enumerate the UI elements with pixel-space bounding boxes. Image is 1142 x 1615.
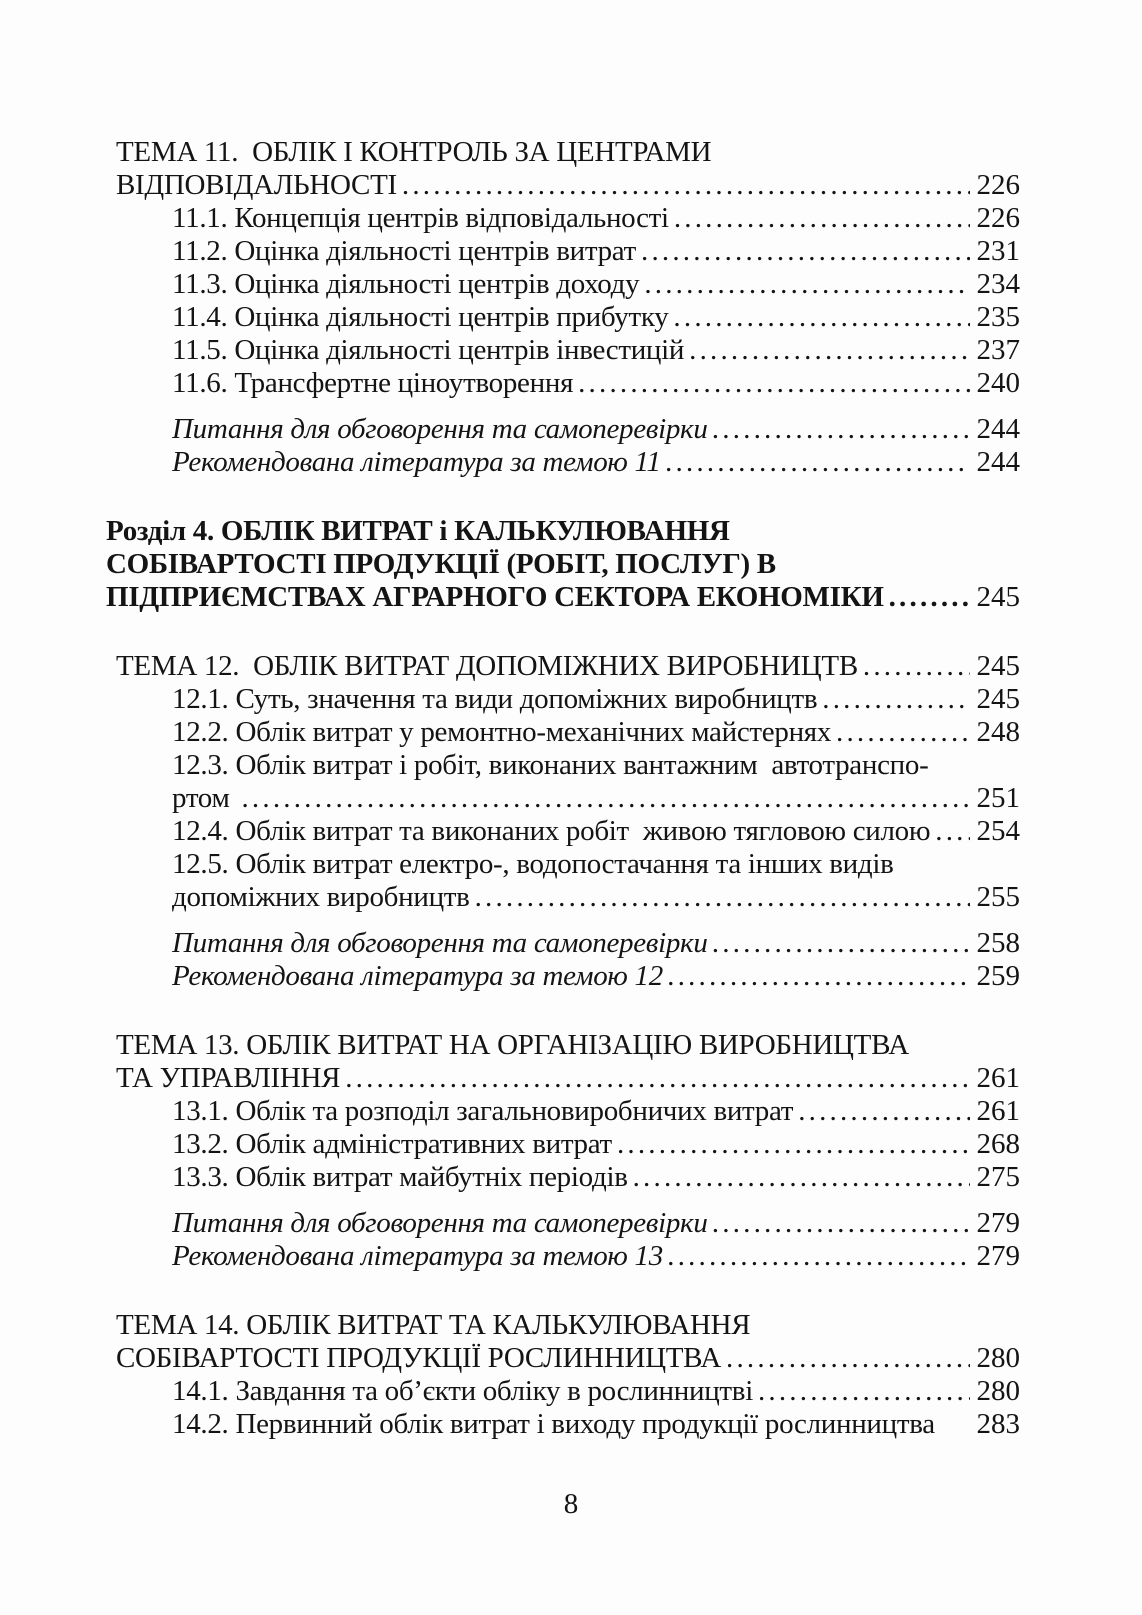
toc-entry [172,960,1020,993]
table-of-contents [106,136,1020,1441]
toc-row [172,367,1020,400]
page-footer [0,1488,1142,1521]
toc-entry-text: 11.5. Оцінка діяльності центрів інвестицій [172,334,685,366]
toc-entry [172,413,1020,446]
toc-entry-text: ВІДПОВІДАЛЬНОСТІ [116,169,397,201]
leader-dots [726,1342,969,1375]
toc-row [172,960,1020,993]
toc-row [116,1062,1020,1095]
toc-entry [172,446,1020,479]
toc-entry [172,749,1020,815]
toc-entry-text: Рекомендована література за темою 11 [172,446,661,478]
toc-page-number: 261 [976,1095,1020,1127]
toc-entry-text: 14.2. Первинний облік витрат і виходу продукції рослинництва [172,1408,935,1440]
toc-entry-text: 11.2. Оцінка діяльності центрів витрат [172,235,636,267]
toc-entry-text: Розділ 4. ОБЛІК ВИТРАТ і КАЛЬКУЛЮВАННЯ [106,515,730,547]
toc-entry [172,848,1020,914]
leader-dots [713,1207,970,1240]
toc-entry [172,1128,1020,1161]
toc-page-number: 248 [976,716,1020,748]
toc-entry-text: 12.5. Облік витрат електро-, водопостачання та інших видів [172,848,894,880]
toc-page-number: 254 [976,815,1020,847]
toc-row [172,749,1020,782]
leader-dots [668,1240,970,1273]
toc-page-number: 258 [976,927,1020,959]
toc-entry [172,683,1020,716]
toc-row [172,1240,1020,1273]
toc-row [116,169,1020,202]
toc-entry-text: СОБІВАРТОСТІ ПРОДУКЦІЇ РОСЛИННИЦТВА [116,1342,722,1374]
toc-entry [172,716,1020,749]
toc-row [172,1375,1020,1408]
toc-row [116,1029,1020,1062]
toc-entry-text: допоміжних виробництв [172,881,470,913]
toc-row [116,136,1020,169]
toc-page-number: 245 [976,650,1020,682]
toc-entry-text: 12.4. Облік витрат та виконаних робіт живою тягловою силою [172,815,931,847]
toc-page-number: 231 [976,235,1020,267]
leader-dots [836,716,969,749]
toc-entry-text: ТЕМА 14. ОБЛІК ВИТРАТ ТА КАЛЬКУЛЮВАННЯ [116,1309,751,1341]
leader-dots [578,367,969,400]
toc-page-number: 245 [976,683,1020,715]
leader-dots [863,650,970,683]
toc-row [106,581,1020,614]
toc-entry-text: 13.1. Облік та розподіл загальновиробничих витрат [172,1095,794,1127]
toc-entry-text: 12.2. Облік витрат у ремонтно-механічних майстернях [172,716,832,748]
toc-page-number: 279 [976,1207,1020,1239]
toc-entry-text: 11.3. Оцінка діяльності центрів доходу [172,268,640,300]
footer-page-number: 8 [563,1488,579,1520]
toc-page-number: 235 [976,301,1020,333]
leader-dots [666,446,970,479]
toc-entry [172,815,1020,848]
toc-entry-text: 11.1. Концепція центрів відповідальності [172,202,669,234]
toc-entry [172,1408,1020,1441]
toc-entry-text: ТЕМА 13. ОБЛІК ВИТРАТ НА ОРГАНІЗАЦІЮ ВИРОБНИЦТВА [116,1029,909,1061]
toc-entry-text: ТЕМА 11. ОБЛІК І КОНТРОЛЬ ЗА ЦЕНТРАМИ [116,136,712,168]
toc-page-number: 268 [976,1128,1020,1160]
toc-entry-text: Питання для обговорення та самоперевірки [172,413,708,445]
toc-entry [172,1240,1020,1273]
toc-row [172,301,1020,334]
toc-entry [172,1207,1020,1240]
toc-entry-text: Питання для обговорення та самоперевірки [172,1207,708,1239]
toc-entry [172,367,1020,400]
toc-entry-text: 11.4. Оцінка діяльності центрів прибутку [172,301,669,333]
toc-entry-text: 14.1. Завдання та об’єкти обліку в рослинництві [172,1375,753,1407]
toc-page-number: 259 [976,960,1020,992]
toc-row [106,548,1020,581]
leader-dots [668,960,970,993]
toc-entry [116,1029,1020,1095]
toc-entry [106,515,1020,614]
leader-dots [402,169,970,202]
toc-entry [172,927,1020,960]
toc-page-number: 275 [976,1161,1020,1193]
toc-page-number: 279 [976,1240,1020,1272]
toc-entry [172,1095,1020,1128]
leader-dots [674,202,970,235]
leader-dots [673,301,969,334]
toc-entry [172,1161,1020,1194]
toc-page-number: 280 [976,1375,1020,1407]
toc-row [116,1342,1020,1375]
toc-entry-text: ТА УПРАВЛІННЯ [116,1062,341,1094]
toc-row [172,413,1020,446]
toc-row [172,1408,1020,1441]
toc-row [172,1128,1020,1161]
toc-row [116,650,1020,683]
toc-entry-text: Рекомендована література за темою 13 [172,1240,663,1272]
toc-row [172,848,1020,881]
toc-entry [116,1309,1020,1375]
toc-entry [172,301,1020,334]
toc-entry [116,136,1020,202]
leader-dots [633,1161,970,1194]
toc-entry [116,650,1020,683]
leader-dots [644,268,969,301]
toc-entry-text: ртом [172,782,237,814]
toc-page-number: 283 [976,1408,1020,1440]
leader-dots [935,815,969,848]
toc-entry [172,202,1020,235]
toc-row [172,1095,1020,1128]
toc-page-number: 244 [976,446,1020,478]
toc-row [106,515,1020,548]
toc-row [172,927,1020,960]
toc-entry-text: Рекомендована література за темою 12 [172,960,663,992]
toc-entry-text: 12.3. Облік витрат і робіт, виконаних вантажним автотранспо- [172,749,929,781]
leader-dots [758,1375,970,1408]
toc-page-number: 261 [976,1062,1020,1094]
leader-dots [889,581,970,614]
toc-entry-text: СОБІВАРТОСТІ ПРОДУКЦІЇ (РОБІТ, ПОСЛУГ) В [106,548,776,580]
toc-page-number: 280 [976,1342,1020,1374]
toc-entry [172,268,1020,301]
leader-dots [345,1062,969,1095]
leader-dots [713,413,970,446]
toc-row [172,334,1020,367]
toc-page-number: 234 [976,268,1020,300]
toc-row [116,1309,1020,1342]
leader-dots [475,881,970,914]
toc-entry [172,1375,1020,1408]
toc-row [172,881,1020,914]
toc-entry-text: Питання для обговорення та самоперевірки [172,927,708,959]
toc-page-number: 237 [976,334,1020,366]
toc-row [172,446,1020,479]
toc-row [172,815,1020,848]
toc-row [172,268,1020,301]
toc-row [172,782,1020,815]
toc-page-number: 226 [976,202,1020,234]
toc-page-number: 255 [976,881,1020,913]
toc-page-number: 251 [976,782,1020,814]
toc-page-number: 240 [976,367,1020,399]
leader-dots [822,683,969,716]
toc-row [172,202,1020,235]
leader-dots [689,334,969,367]
toc-entry-text: 11.6. Трансфертне ціноутворення [172,367,574,399]
leader-dots [241,782,969,815]
toc-page-number: 245 [976,581,1020,613]
toc-entry [172,235,1020,268]
toc-entry-text: 13.3. Облік витрат майбутніх періодів [172,1161,628,1193]
toc-row [172,1207,1020,1240]
leader-dots [713,927,970,960]
toc-entry-text: ТЕМА 12. ОБЛІК ВИТРАТ ДОПОМІЖНИХ ВИРОБНИЦТВ [116,650,858,682]
leader-dots [617,1128,970,1161]
toc-row [172,1161,1020,1194]
toc-entry [172,334,1020,367]
toc-page-number: 226 [976,169,1020,201]
toc-entry-text: ПІДПРИЄМСТВАХ АГРАРНОГО СЕКТОРА ЕКОНОМІКИ [106,581,884,613]
leader-dots [641,235,970,268]
toc-entry-text: 12.1. Суть, значення та види допоміжних виробництв [172,683,818,715]
toc-page-number: 244 [976,413,1020,445]
toc-row [172,716,1020,749]
leader-dots [798,1095,969,1128]
toc-row [172,683,1020,716]
toc-entry-text: 13.2. Облік адміністративних витрат [172,1128,612,1160]
toc-row [172,235,1020,268]
